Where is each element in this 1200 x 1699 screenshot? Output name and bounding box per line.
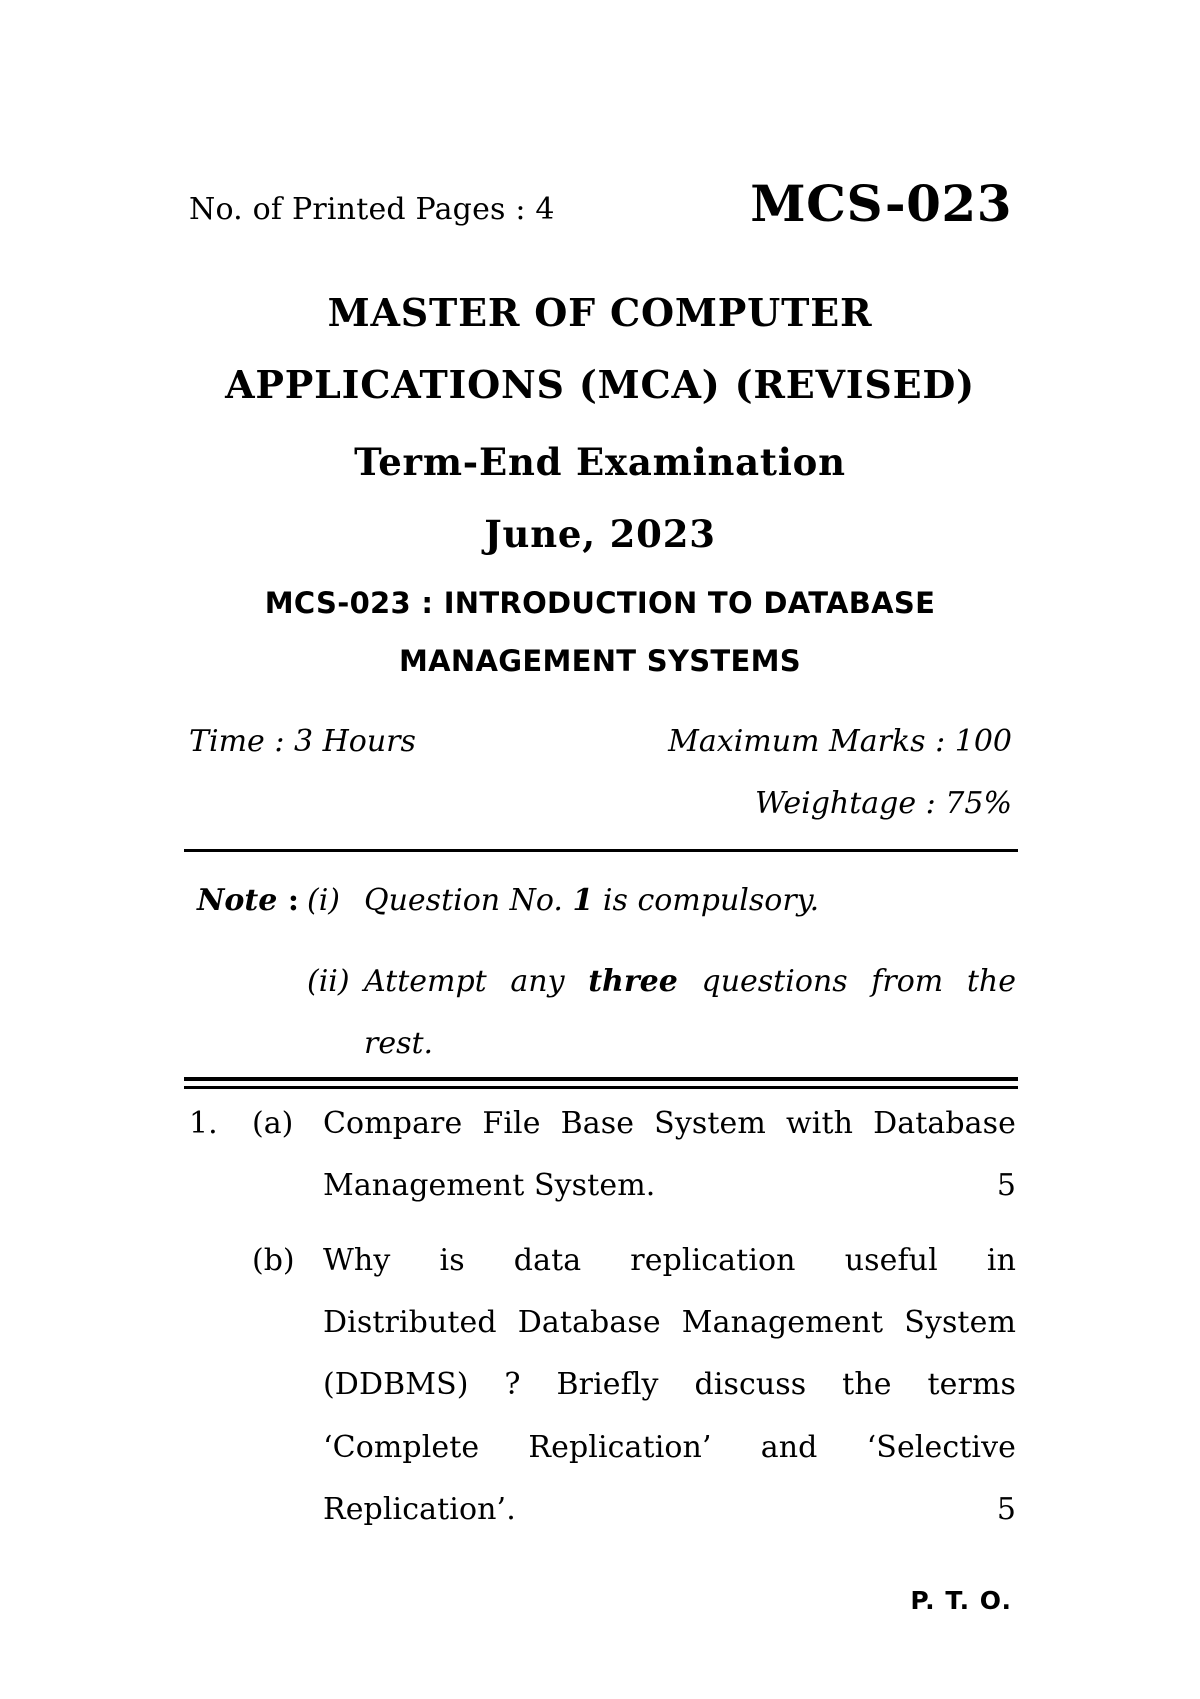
weightage: Weightage : 75%: [754, 786, 1012, 821]
note-item-emphasis: three: [588, 964, 678, 999]
please-turn-over: P. T. O.: [910, 1586, 1012, 1615]
note-label-colon: :: [287, 883, 299, 918]
maximum-marks: Maximum Marks : 100: [668, 724, 1012, 759]
question-part-marks: 5: [996, 1168, 1016, 1203]
note-item-text-part: is compulsory.: [593, 883, 820, 918]
note-label-text: Note: [197, 883, 278, 918]
question-number: 1.: [189, 1106, 218, 1141]
question-part-label: (a): [252, 1106, 294, 1141]
note-item-text-part: questions from the: [677, 964, 1017, 999]
exam-title: Term-End Examination: [354, 440, 846, 484]
double-divider-bottom: [184, 1086, 1018, 1089]
program-title-line1: MASTER OF COMPUTER: [327, 290, 873, 335]
note-item-continuation: rest.: [364, 1026, 434, 1061]
note-label: [197, 883, 299, 918]
note-item-emphasis: 1: [572, 883, 594, 918]
note-item-text-part: Question No.: [364, 883, 573, 918]
top-divider: [184, 849, 1018, 852]
double-divider-top: [184, 1077, 1018, 1081]
note-item-number: (ii): [307, 964, 350, 999]
note-item-number: (i): [307, 883, 341, 918]
question-part-label: (b): [252, 1243, 295, 1278]
question-part-line: Replication’.: [323, 1492, 516, 1527]
note-item-text: [364, 964, 1016, 999]
question-part-line: Management System.: [323, 1168, 656, 1203]
exam-session: June, 2023: [484, 512, 716, 556]
course-title-line2: MANAGEMENT SYSTEMS: [399, 644, 801, 678]
question-part-line: ‘Complete Replication’ and ‘Selective: [323, 1430, 1016, 1465]
time-allowed: Time : 3 Hours: [189, 724, 416, 759]
question-part-line: Distributed Database Management System: [323, 1305, 1016, 1340]
question-part-line: (DDBMS) ? Briefly discuss the terms: [323, 1367, 1016, 1402]
course-title-line1: MCS-023 : INTRODUCTION TO DATABASE: [264, 586, 936, 620]
program-title-line2: APPLICATIONS (MCA) (REVISED): [225, 362, 975, 407]
question-part-marks: 5: [996, 1492, 1016, 1527]
question-part-line: Why is data replication useful in: [323, 1243, 1016, 1278]
course-code-header: MCS-023: [750, 174, 1012, 233]
note-item-text: [364, 883, 819, 918]
printed-pages-count: No. of Printed Pages : 4: [189, 192, 555, 227]
note-item-text-part: Attempt any: [364, 964, 589, 999]
question-part-line: Compare File Base System with Database: [323, 1106, 1016, 1141]
